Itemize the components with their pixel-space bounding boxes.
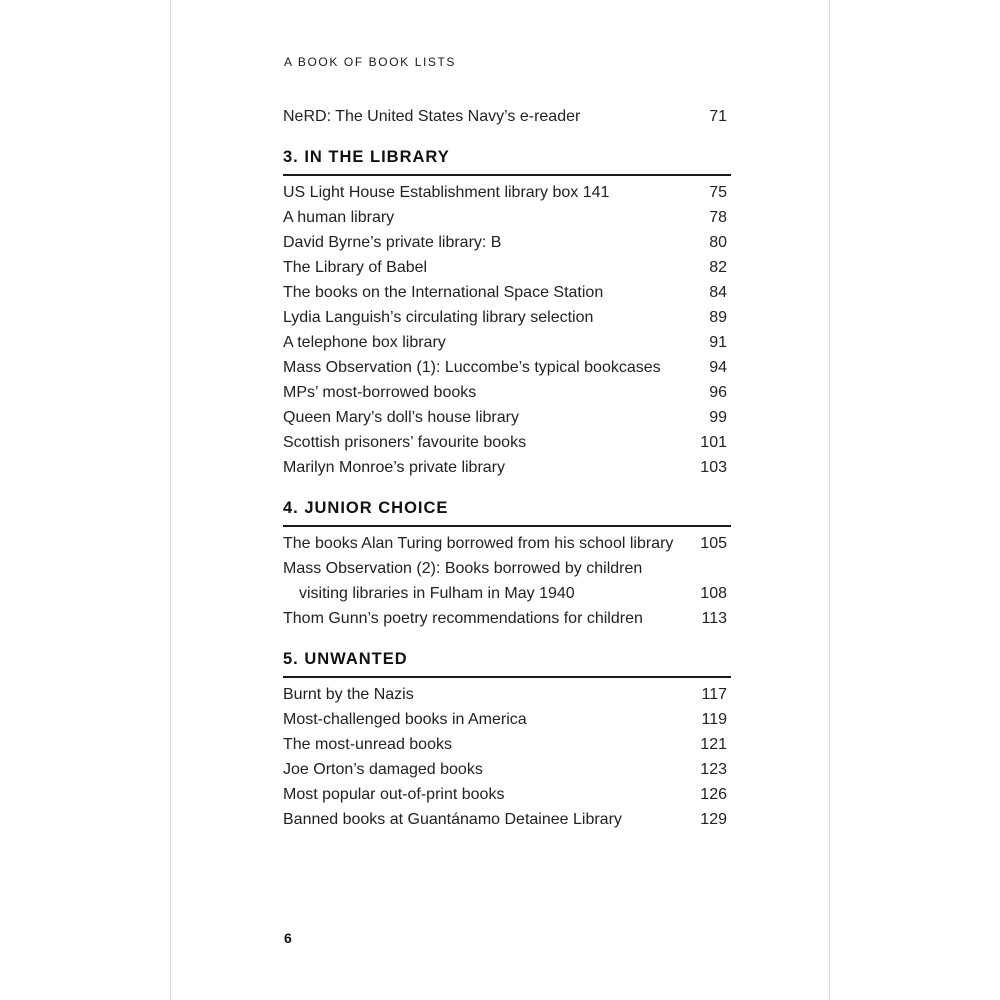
toc-sections — [283, 146, 731, 832]
toc-entry — [283, 280, 731, 305]
toc-entry — [283, 205, 731, 230]
entry-title: The books Alan Turing borrowed from his school library — [283, 535, 674, 552]
entry-title: Most popular out-of-print books — [283, 786, 505, 803]
entry-title: US Light House Establishment library box 141 — [283, 184, 610, 201]
entry-page-number: 78 — [709, 209, 727, 226]
entry-title: Most-challenged books in America — [283, 711, 527, 728]
toc-entry — [283, 104, 731, 129]
entry-title: A telephone box library — [283, 334, 446, 351]
entry-page-number: 71 — [709, 108, 727, 125]
entry-page-number: 96 — [709, 384, 727, 401]
entry-page-number: 126 — [700, 786, 727, 803]
entry-page-number: 103 — [700, 459, 727, 476]
toc-entry — [283, 305, 731, 330]
toc-entry — [283, 682, 731, 707]
entry-title: The Library of Babel — [283, 259, 428, 276]
entry-page-number: 89 — [709, 309, 727, 326]
toc-entry — [283, 757, 731, 782]
entry-title: Scottish prisoners’ favourite books — [283, 434, 527, 451]
entry-title: Banned books at Guantánamo Detainee Library — [283, 811, 622, 828]
entry-title: Joe Orton’s damaged books — [283, 761, 483, 778]
toc-section — [283, 146, 731, 480]
entry-page-number: 101 — [700, 434, 727, 451]
entry-title: NeRD: The United States Navy’s e-reader — [283, 108, 581, 125]
entry-page-number: 75 — [709, 184, 727, 201]
toc-entry — [283, 230, 731, 255]
entry-title: Thom Gunn’s poetry recommendations for children — [283, 610, 643, 627]
entry-page-number: 129 — [700, 811, 727, 828]
entry-page-number: 91 — [709, 334, 727, 351]
toc-entry — [283, 380, 731, 405]
entry-page-number: 99 — [709, 409, 727, 426]
book-page — [170, 0, 830, 1000]
entry-page-number: 123 — [700, 761, 727, 778]
entry-page-number: 117 — [701, 686, 727, 703]
toc-entry — [283, 430, 731, 455]
entry-page-number: 105 — [700, 535, 727, 552]
entry-title: MPs’ most-borrowed books — [283, 384, 477, 401]
entry-title: Mass Observation (1): Luccombe’s typical bookcases — [283, 359, 661, 376]
entry-title: Lydia Languish’s circulating library selection — [283, 309, 594, 326]
toc-entry — [283, 455, 731, 480]
section-heading: 3. IN THE LIBRARY — [283, 146, 731, 176]
entry-title: A human library — [283, 209, 395, 226]
toc-entry — [283, 255, 731, 280]
entry-title: David Byrne’s private library: B — [283, 234, 502, 251]
entry-page-number: 82 — [709, 259, 727, 276]
entry-page-number: 119 — [701, 711, 727, 728]
toc-entry — [283, 531, 731, 556]
prelude-entries — [283, 104, 731, 129]
entry-title: Marilyn Monroe’s private library — [283, 459, 505, 476]
toc-section — [283, 497, 731, 631]
entry-title: The most-unread books — [283, 736, 452, 753]
toc-entry — [283, 556, 731, 581]
section-heading: 5. UNWANTED — [283, 648, 731, 678]
toc-entry — [283, 355, 731, 380]
entry-title: The books on the International Space Station — [283, 284, 604, 301]
toc-entry — [283, 606, 731, 631]
entry-title: Burnt by the Nazis — [283, 686, 414, 703]
entry-page-number: 121 — [700, 736, 727, 753]
entry-page-number: 108 — [700, 585, 727, 602]
toc-entry — [283, 180, 731, 205]
entry-title: Queen Mary’s doll’s house library — [283, 409, 519, 426]
entry-page-number: 80 — [709, 234, 727, 251]
toc-entry — [283, 782, 731, 807]
entry-title: Mass Observation (2): Books borrowed by children — [283, 560, 643, 577]
toc-entry — [283, 707, 731, 732]
entry-title: visiting libraries in Fulham in May 1940 — [299, 585, 575, 602]
toc-entry — [283, 330, 731, 355]
entry-page-number: 113 — [701, 610, 727, 627]
entry-page-number: 84 — [709, 284, 727, 301]
page-number: 6 — [284, 930, 292, 946]
toc-entry-continuation — [283, 581, 731, 606]
toc-entry — [283, 405, 731, 430]
running-head: A BOOK OF BOOK LISTS — [284, 55, 457, 69]
table-of-contents — [283, 104, 731, 832]
entry-page-number: 94 — [709, 359, 727, 376]
section-heading: 4. JUNIOR CHOICE — [283, 497, 731, 527]
toc-entry — [283, 732, 731, 757]
toc-section — [283, 648, 731, 832]
toc-entry — [283, 807, 731, 832]
